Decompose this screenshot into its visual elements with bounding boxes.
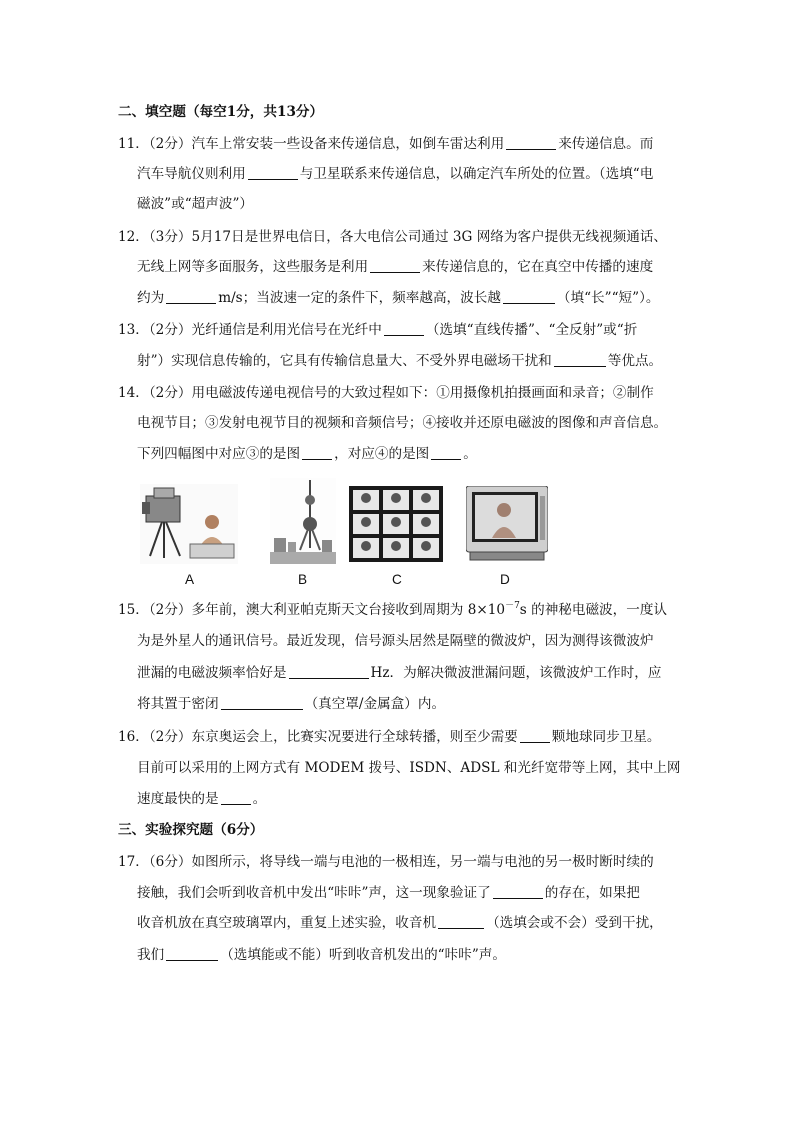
question-12-line-3: 约为 m/s；当波速一定的条件下，频率越高，波长越 （填“长”“短”）。 bbox=[137, 290, 660, 306]
question-17-line-4: 我们 （选填能或不能）听到收音机发出的“咔咔”声。 bbox=[137, 947, 506, 963]
answer-blank[interactable] bbox=[384, 321, 424, 336]
question-13-line-1: 13．（2分）光纤通信是利用光信号在光纤中 （选填“直线传播”、“全反射”或“折 bbox=[118, 322, 638, 338]
question-15-line-4: 将其置于密闭 （真空罩/金属盒）内。 bbox=[137, 696, 446, 712]
figure-caption-a: A bbox=[185, 572, 195, 587]
answer-blank[interactable] bbox=[289, 664, 369, 679]
question-15-line-1: 15．（2分）多年前，澳大利亚帕克斯天文台接收到周期为 $8\times 10^{-7}s$ 的神秘电磁波，一度认 bbox=[118, 601, 668, 618]
question-17-line-1: 17．（6分）如图所示，将导线一端与电池的一极相连，另一端与电池的另一极时断时续的 bbox=[118, 854, 654, 870]
question-13-line-2: 射”）实现信息传输的，它具有传输信息量大、不受外界电磁场干扰和 等优点。 bbox=[137, 353, 663, 369]
question-16-line-1: 16．（2分）东京奥运会上，比赛实况要进行全球转播，则至少需要 颗地球同步卫星。 bbox=[118, 729, 661, 745]
answer-blank[interactable] bbox=[520, 728, 550, 743]
answer-blank[interactable] bbox=[166, 289, 216, 304]
question-14-line-3: 下列四幅图中对应③的是图 ，对应④的是图 。 bbox=[137, 446, 477, 462]
answer-blank[interactable] bbox=[554, 352, 606, 367]
answer-blank[interactable] bbox=[503, 289, 555, 304]
section-heading-fill-in: 二、填空题（每空1分，共13分） bbox=[118, 104, 324, 120]
section-heading-experiment: 三、实验探究题（6分） bbox=[118, 822, 264, 838]
answer-blank[interactable] bbox=[221, 695, 303, 710]
answer-blank[interactable] bbox=[302, 445, 332, 460]
question-16-line-2: 目前可以采用的上网方式有 MODEM 拨号、ISDN、ADSL 和光纤宽带等上网，其中上网 bbox=[137, 760, 681, 776]
question-12-line-2: 无线上网等多面服务，这些服务是利用 来传递信息的，它在真空中传播的速度 bbox=[137, 259, 654, 275]
figure-d-television-set bbox=[466, 486, 548, 562]
question-11-line-2: 汽车导航仪则利用 与卫星联系来传递信息，以确定汽车所处的位置。（选填“电 bbox=[137, 166, 654, 182]
answer-blank[interactable] bbox=[166, 946, 218, 961]
question-11-line-1: 11．（2分）汽车上常安装一些设备来传递信息，如倒车雷达利用 来传递信息。而 bbox=[118, 136, 654, 152]
answer-blank[interactable] bbox=[438, 914, 484, 929]
figure-caption-d: D bbox=[500, 572, 510, 587]
question-17-line-2: 接触，我们会听到收音机中发出“咔咔”声，这一现象验证了 的存在，如果把 bbox=[137, 885, 640, 901]
question-15-line-3: 泄漏的电磁波频率恰好是 Hz．为解决微波泄漏问题，该微波炉工作时，应 bbox=[137, 665, 662, 681]
answer-blank[interactable] bbox=[370, 258, 420, 273]
question-12-line-1: 12．（3分）5月17日是世界电信日，各大电信公司通过 3G 网络为客户提供无线视频通话、 bbox=[118, 229, 668, 245]
question-14-line-1: 14．（2分）用电磁波传递电视信号的大致过程如下：①用摄像机拍摄画面和录音；②制作 bbox=[118, 385, 654, 401]
answer-blank[interactable] bbox=[493, 884, 543, 899]
question-15-line-2: 为是外星人的通讯信号。最近发现，信号源头居然是隔壁的微波炉，因为测得该微波炉 bbox=[137, 633, 654, 649]
question-17-line-3: 收音机放在真空玻璃罩内，重复上述实验，收音机 （选填会或不会）受到干扰， bbox=[137, 915, 663, 931]
answer-blank[interactable] bbox=[431, 445, 461, 460]
figure-c-video-frames-grid bbox=[349, 486, 443, 562]
answer-blank[interactable] bbox=[248, 165, 298, 180]
question-16-line-3: 速度最快的是 。 bbox=[137, 791, 267, 807]
figure-b-tv-tower bbox=[270, 478, 336, 564]
figure-a-camera-studio bbox=[140, 484, 238, 564]
question-11-line-3: 磁波”或“超声波”） bbox=[137, 196, 254, 212]
answer-blank[interactable] bbox=[221, 790, 251, 805]
answer-blank[interactable] bbox=[506, 135, 556, 150]
question-14-line-2: 电视节目；③发射电视节目的视频和音频信号；④接收并还原电磁波的图像和声音信息。 bbox=[137, 415, 668, 431]
figure-caption-c: C bbox=[392, 572, 402, 587]
figure-caption-b: B bbox=[298, 572, 308, 587]
